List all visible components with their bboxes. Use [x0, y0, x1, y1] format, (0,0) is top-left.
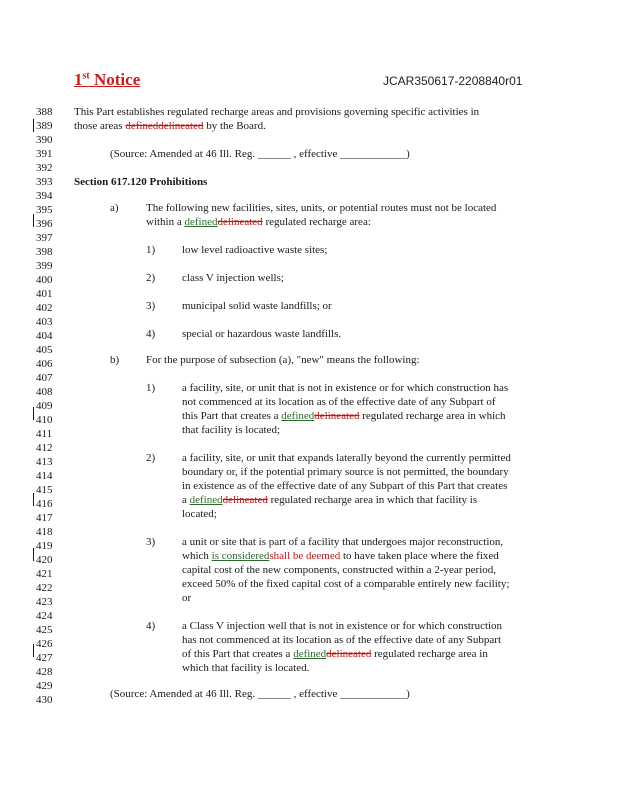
line-number: 408 — [36, 386, 53, 398]
line-number: 409 — [36, 400, 53, 412]
list-label: 4) — [146, 620, 156, 632]
line-number: 412 — [36, 442, 53, 454]
text-line: this Part that creates a defineddelineated regulated recharge area in which — [182, 410, 506, 422]
deleted-text: delineated — [158, 120, 204, 132]
text-line: those areas defineddelineated by the Board. — [74, 120, 266, 132]
inserted-text: defined — [189, 494, 223, 506]
revision-bar — [33, 493, 34, 506]
line-number: 396 — [36, 218, 53, 230]
deleted-text: delineated — [222, 494, 268, 506]
list-label: 1) — [146, 382, 156, 394]
text-line: of this Part that creates a defineddelineated regulated recharge area in — [182, 648, 488, 660]
list-item: class V injection wells; — [182, 272, 284, 284]
deleted-text: defined — [125, 120, 159, 132]
line-number: 403 — [36, 316, 53, 328]
line-number: 405 — [36, 344, 53, 356]
line-number: 390 — [36, 134, 53, 146]
text-line: not commenced at its location as of the effective date of any Subpart of — [182, 396, 496, 408]
line-number: 404 — [36, 330, 53, 342]
line-number: 395 — [36, 204, 53, 216]
line-number: 392 — [36, 162, 53, 174]
line-number: 426 — [36, 638, 53, 650]
line-number: 410 — [36, 414, 53, 426]
line-number: 417 — [36, 512, 53, 524]
line-number: 391 — [36, 148, 53, 160]
deleted-text: delineated — [217, 216, 263, 228]
list-item: municipal solid waste landfills; or — [182, 300, 332, 312]
line-number: 414 — [36, 470, 53, 482]
source-note: (Source: Amended at 46 Ill. Reg. ______ , effective ____________) — [110, 688, 410, 700]
text-line: exceed 50% of the fixed capital cost of a comparable entirely new facility; — [182, 578, 510, 590]
line-number: 425 — [36, 624, 53, 636]
line-number: 397 — [36, 232, 53, 244]
line-number: 415 — [36, 484, 53, 496]
text-line: within a defineddelineated regulated recharge area: — [146, 216, 371, 228]
source-note: (Source: Amended at 46 Ill. Reg. ______ , effective ____________) — [110, 148, 410, 160]
text-line: located; — [182, 508, 217, 520]
document-code: JCAR350617-2208840r01 — [383, 74, 523, 88]
line-number: 430 — [36, 694, 53, 706]
line-number: 419 — [36, 540, 53, 552]
line-number: 421 — [36, 568, 53, 580]
text-line: a facility, site, or unit that is not in existence or for which construction has — [182, 382, 509, 394]
revision-bar — [33, 119, 34, 132]
revision-bar — [33, 407, 34, 420]
list-label: 1) — [146, 244, 156, 256]
line-number: 413 — [36, 456, 53, 468]
line-number: 401 — [36, 288, 53, 300]
list-item: low level radioactive waste sites; — [182, 244, 328, 256]
inserted-text: defined — [293, 648, 327, 660]
line-number: 398 — [36, 246, 53, 258]
revision-bar — [33, 548, 34, 561]
line-number: 389 — [36, 120, 53, 132]
notice-title: 1st Notice — [74, 70, 141, 89]
text-line: a Class V injection well that is not in existence or for which construction — [182, 620, 503, 632]
deleted-text: delineated — [326, 648, 372, 660]
deleted-text: delineated — [314, 410, 360, 422]
line-number: 406 — [36, 358, 53, 370]
line-number: 429 — [36, 680, 53, 692]
list-label: 2) — [146, 452, 156, 464]
text-line: a facility, site, or unit that expands laterally beyond the currently permitted — [182, 452, 511, 464]
line-number: 420 — [36, 554, 53, 566]
line-number: 393 — [36, 176, 53, 188]
list-item: special or hazardous waste landfills. — [182, 328, 342, 340]
line-number: 422 — [36, 582, 53, 594]
line-number: 428 — [36, 666, 53, 678]
line-number: 407 — [36, 372, 53, 384]
line-number: 423 — [36, 596, 53, 608]
inserted-text: defined — [281, 410, 315, 422]
text-line: a unit or site that is part of a facility that undergoes major reconstruction, — [182, 536, 504, 548]
line-number: 427 — [36, 652, 53, 664]
deleted-text: shall be deemed — [269, 550, 341, 562]
line-number: 424 — [36, 610, 53, 622]
text-line: which is consideredshall be deemed to have taken place where the fixed — [182, 550, 499, 562]
line-number: 400 — [36, 274, 53, 286]
list-label: b) — [110, 354, 120, 366]
line-number: 418 — [36, 526, 53, 538]
inserted-text: defined — [184, 216, 218, 228]
text-line: or — [182, 592, 192, 604]
inserted-text: is considered — [211, 550, 270, 562]
text-line: For the purpose of subsection (a), "new" means the following: — [146, 354, 420, 366]
text-line: capital cost of the new components, constructed within a 2-year period, — [182, 564, 497, 576]
section-heading: Section 617.120 Prohibitions — [74, 176, 208, 188]
line-number: 416 — [36, 498, 53, 510]
list-label: a) — [110, 202, 119, 214]
line-number: 402 — [36, 302, 53, 314]
text-line: has not commenced at its location as of the effective date of any Subpart — [182, 634, 501, 646]
revision-bar — [33, 644, 34, 657]
line-number: 394 — [36, 190, 53, 202]
text-line: in existence as of the effective date of any Subpart of this Part that creates — [182, 480, 508, 492]
line-number: 388 — [36, 106, 53, 118]
list-label: 2) — [146, 272, 156, 284]
line-number: 399 — [36, 260, 53, 272]
text-line: which that facility is located. — [182, 662, 310, 674]
list-label: 4) — [146, 328, 156, 340]
text-line: a defineddelineated regulated recharge area in which that facility is — [182, 494, 478, 506]
line-number: 411 — [36, 428, 53, 440]
text-line: This Part establishes regulated recharge areas and provisions governing specific activities in — [74, 106, 480, 118]
list-label: 3) — [146, 536, 156, 548]
list-label: 3) — [146, 300, 156, 312]
text-line: boundary or, if the potential primary source is not permitted, the boundary — [182, 466, 509, 478]
revision-bar — [33, 214, 34, 227]
text-line: that facility is located; — [182, 424, 281, 436]
text-line: The following new facilities, sites, units, or potential routes must not be located — [146, 202, 497, 214]
